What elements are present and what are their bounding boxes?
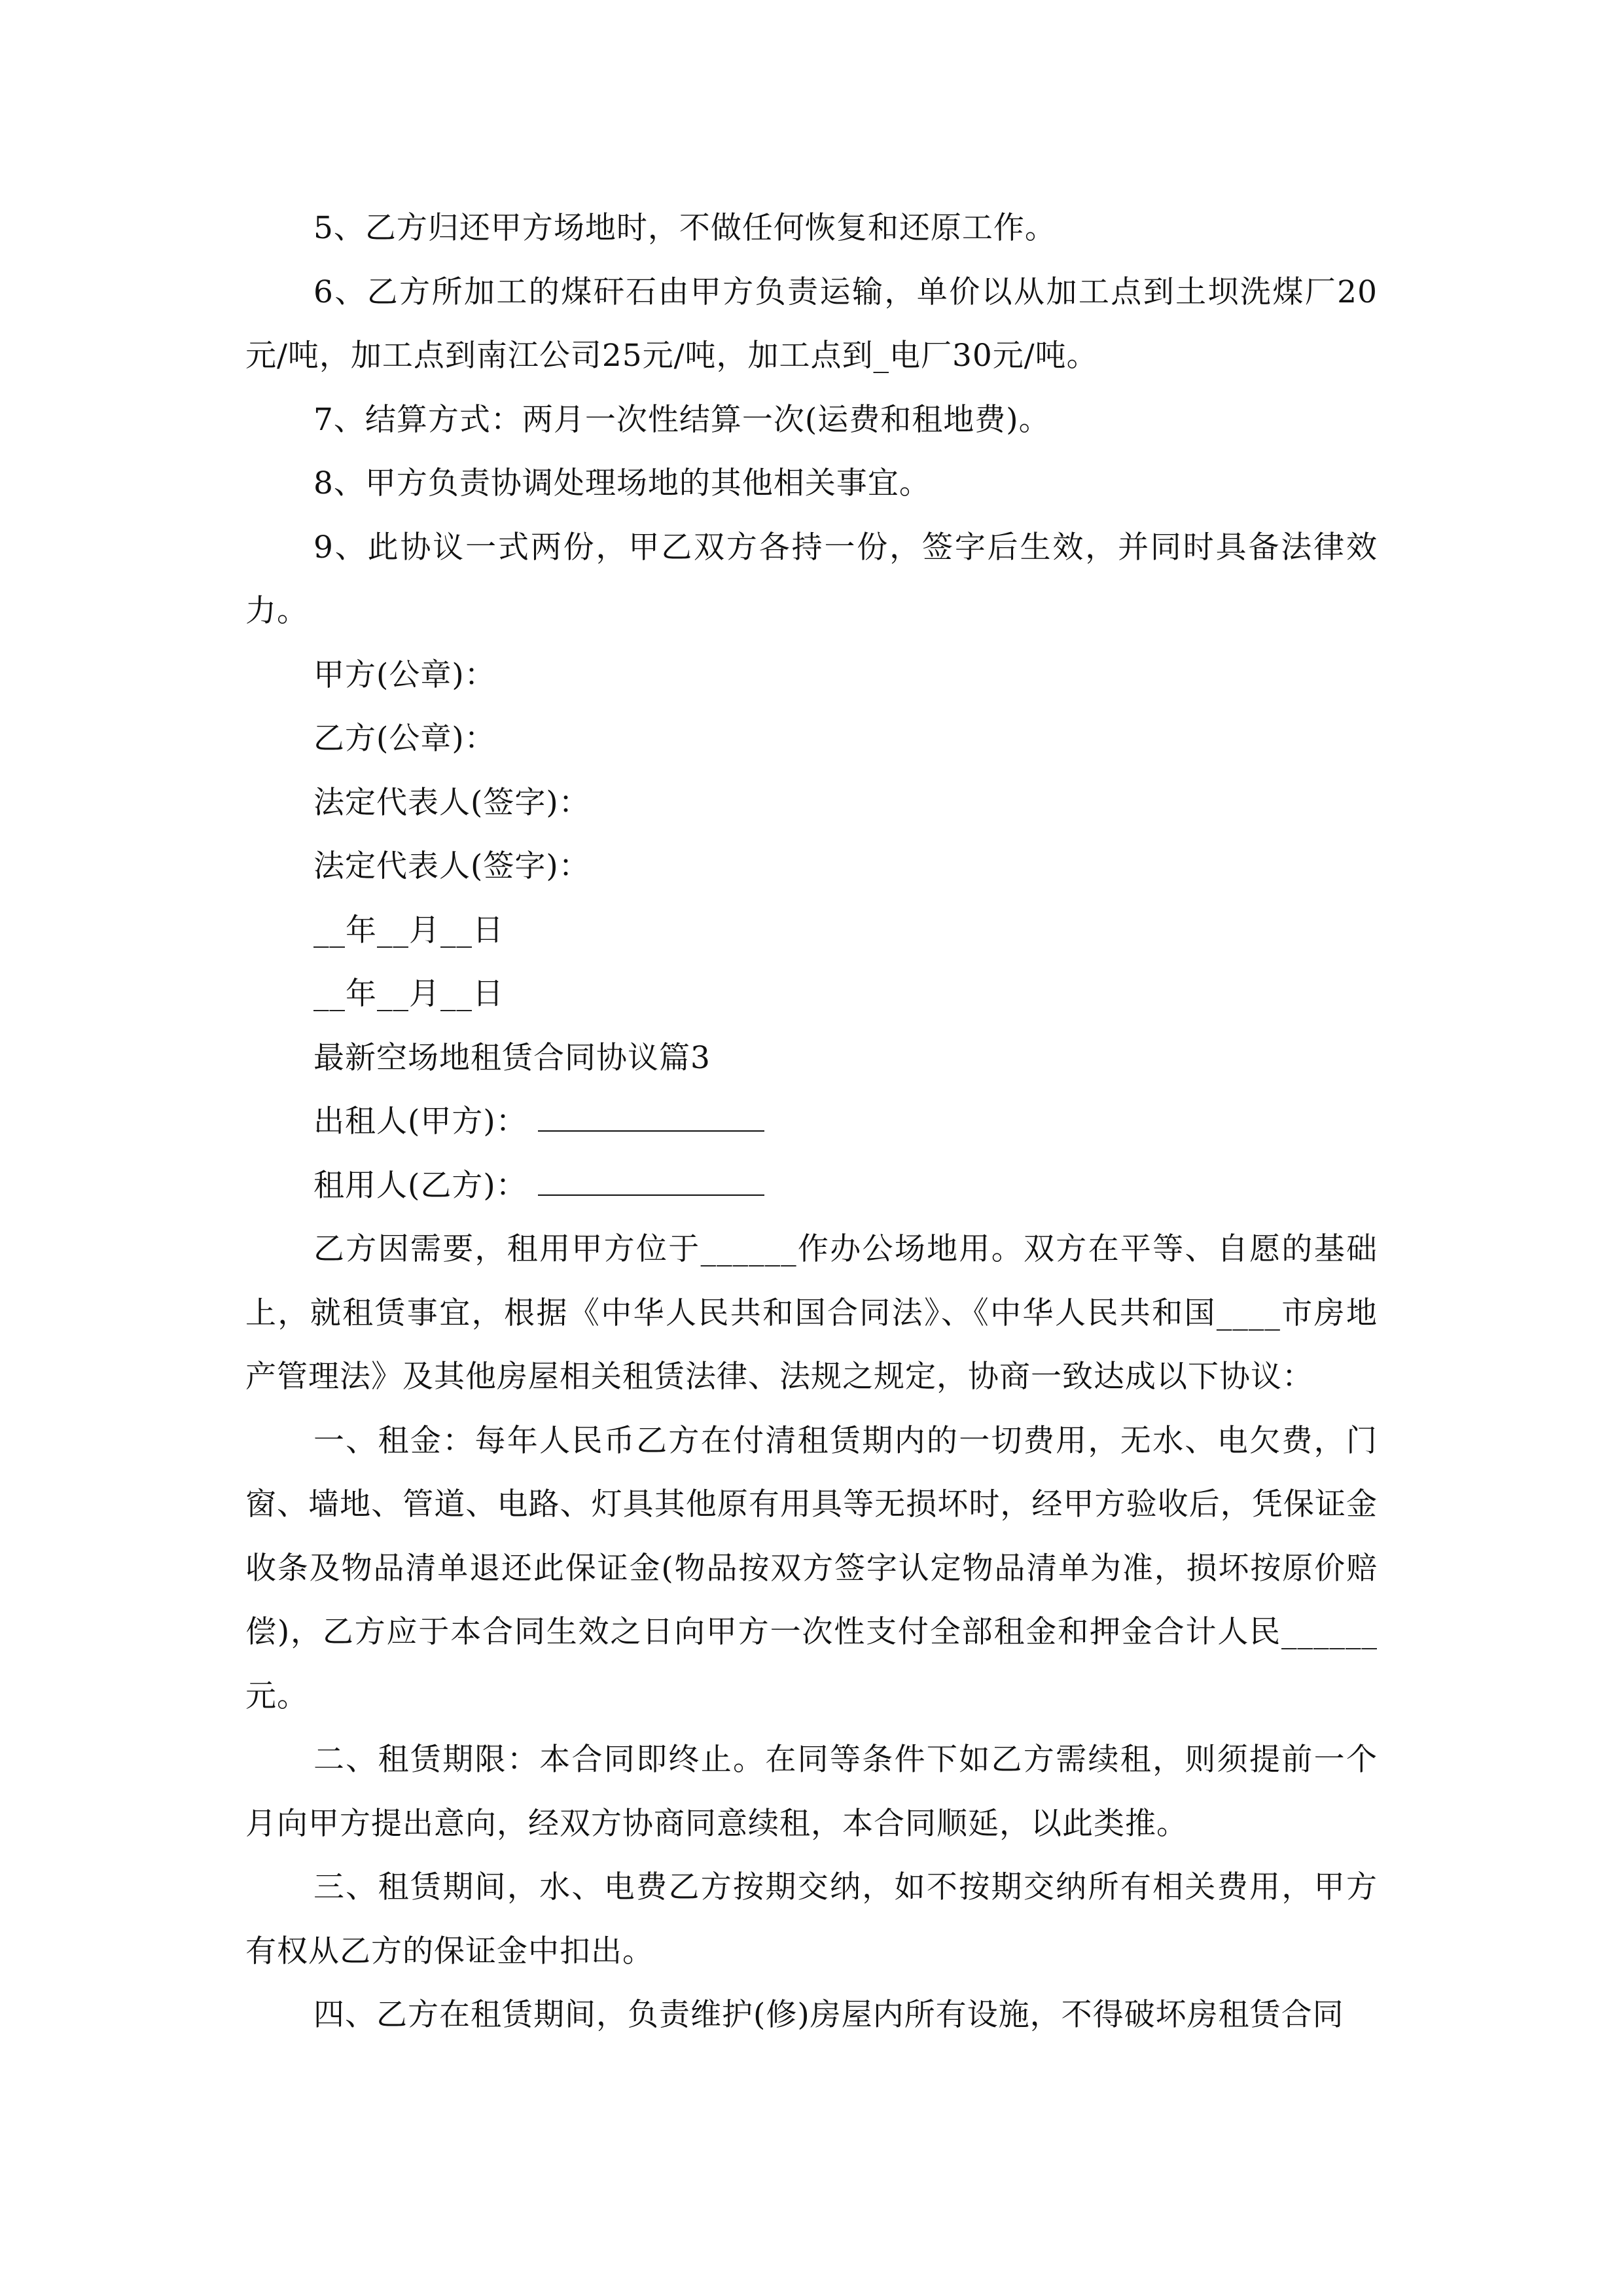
lessee-label: 租用人(乙方)：	[313, 1167, 527, 1204]
clause-item-7: 7、结算方式：两月一次性结算一次(运费和租地费)。	[313, 401, 1050, 438]
lessor-line	[245, 1090, 1378, 1154]
section-title: 最新空场地租赁合同协议篇3	[313, 1039, 711, 1076]
contract-intro: 乙方因需要，租用甲方位于______作办公场地用。双方在平等、自愿的基础上，就租赁事宜，根据《中华人民共和国合同法》、《中华人民共和国____市房地产管理法》及其他房屋相关租赁法律、法规之规定，协商一致达成以下协议：	[245, 1231, 1378, 1395]
legal-representative-line-2: 法定代表人(签字)：	[313, 848, 590, 884]
legal-representative-line-1: 法定代表人(签字)：	[313, 784, 590, 821]
date-line-2: __年__月__日	[313, 976, 504, 1012]
clause-item-6: 6、乙方所加工的煤矸石由甲方负责运输，单价以从加工点到土坝洗煤厂20元/吨，加工点到南江公司25元/吨，加工点到_电厂30元/吨。	[245, 274, 1378, 374]
clause-item-9: 9、此协议一式两份，甲乙双方各持一份，签字后生效，并同时具备法律效力。	[245, 529, 1378, 629]
lessee-line	[245, 1154, 1378, 1218]
lessee-blank	[538, 1157, 764, 1196]
document-body	[245, 196, 1378, 2047]
clause-item-5: 5、乙方归还甲方场地时，不做任何恢复和还原工作。	[313, 210, 1056, 246]
lessor-blank	[538, 1092, 764, 1132]
clause-rent: 一、租金：每年人民币乙方在付清租赁期内的一切费用，无水、电欠费，门窗、墙地、管道、电路、灯具其他原有用具等无损坏时，经甲方验收后，凭保证金收条及物品清单退还此保证金(物品按双方签字认定物品清单为准，损坏按原价赔偿)，乙方应于本合同生效之日向甲方一次性支付全部租金和押金合计人民______元。	[245, 1422, 1378, 1714]
date-line-1: __年__月__日	[313, 912, 504, 948]
clause-item-8: 8、甲方负责协调处理场地的其他相关事宜。	[313, 465, 931, 501]
clause-term: 二、租赁期限：本合同即终止。在同等条件下如乙方需续租，则须提前一个月向甲方提出意向，经双方协商同意续租，本合同顺延，以此类推。	[245, 1742, 1378, 1842]
party-b-seal-line: 乙方(公章)：	[313, 721, 496, 757]
clause-maintenance: 四、乙方在租赁期间，负责维护(修)房屋内所有设施，不得破坏房租赁合同	[313, 1997, 1344, 2033]
party-a-seal-line: 甲方(公章)：	[313, 656, 496, 693]
lessor-label: 出租人(甲方)：	[313, 1103, 527, 1139]
clause-utilities: 三、租赁期间，水、电费乙方按期交纳，如不按期交纳所有相关费用，甲方有权从乙方的保证金中扣出。	[245, 1869, 1378, 1969]
